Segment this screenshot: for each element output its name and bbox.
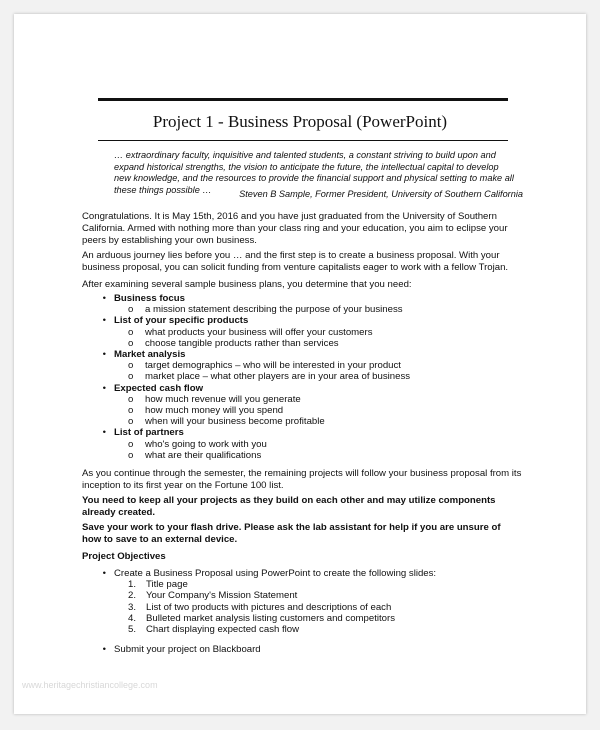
save-work-note: Save your work to your flash drive. Please ask the lab assistant for help if you are unsure of how to save to an external device. [82,522,501,545]
plan-list [82,290,522,461]
title-top-rule [98,98,508,101]
semester-paragraph: As you continue through the semester, the remaining projects will follow your business proposal from its inception to its first year on the Fortune 100 list. [82,468,522,491]
keep-projects-note: You need to keep all your projects as they build on each other and may utilize components already created. [82,495,496,518]
list-item: • List of partners [102,427,184,439]
list-item: 1. Title page [128,579,188,591]
list-item: • List of your specific products [102,315,249,327]
document-title: Project 1 - Business Proposal (PowerPoint) [152,112,448,131]
list-item: o how much money will you spend [128,405,284,417]
list-item: 4. Bulleted market analysis listing customers and competitors [128,612,396,624]
list-item: • Create a Business Proposal using PowerPoint to create the following slides: [102,568,437,579]
list-item: 5. Chart displaying expected cash flow [128,624,300,636]
list-item: o target demographics – who will be interested in your product [128,360,401,372]
list-item: o who's going to work with you [128,438,267,450]
objectives-list [82,568,522,655]
list-item: • Expected cash flow [102,382,204,394]
journey-paragraph: An arduous journey lies before you … and the first step is to create a business proposal. With your business proposal, you can solicit funding from venture capitalists eager to work with a fellow Trojan. [82,250,509,273]
list-item: • Market analysis [102,349,186,361]
list-item: o what are their qualifications [128,449,262,461]
list-item: o when will your business become profitable [128,416,325,428]
list-item: • Submit your project on Blackboard [102,644,261,656]
list-item: o what products your business will offer your customers [128,326,373,338]
needs-paragraph: After examining several sample business plans, you determine that you need: [82,279,412,290]
list-item: 2. Your Company's Mission Statement [128,590,298,602]
list-item: o choose tangible products rather than services [128,337,339,349]
list-item: 3. List of two products with pictures and descriptions of each [128,601,392,613]
list-item: • Business focus [102,293,185,304]
objectives-heading: Project Objectives [82,551,166,562]
watermark: www.heritagechristiancollege.com [22,680,158,690]
intro-paragraph: Congratulations. It is May 15th, 2016 and you have just graduated from the University of Southern California. Armed with nothing more than your class ring and your education, you aim to eclipse your peers by establishing your own business. [82,211,508,246]
list-item: o how much revenue will you generate [128,393,301,405]
list-item: o a mission statement describing the purpose of your business [128,304,403,316]
list-item: o market place – what other players are in your area of business [128,371,411,383]
title-bottom-rule [98,140,508,141]
epigraph-quote: … extraordinary faculty, inquisitive and talented students, a constant striving to build upon and expand historical strengths, the vision to anticipate the future, the intellectual capital to develop new knowledge, and the resources to provide the financial support and physical setting to make all these things possible … [114,150,514,195]
epigraph-attribution: Steven B Sample, Former President, University of Southern California [239,189,523,199]
